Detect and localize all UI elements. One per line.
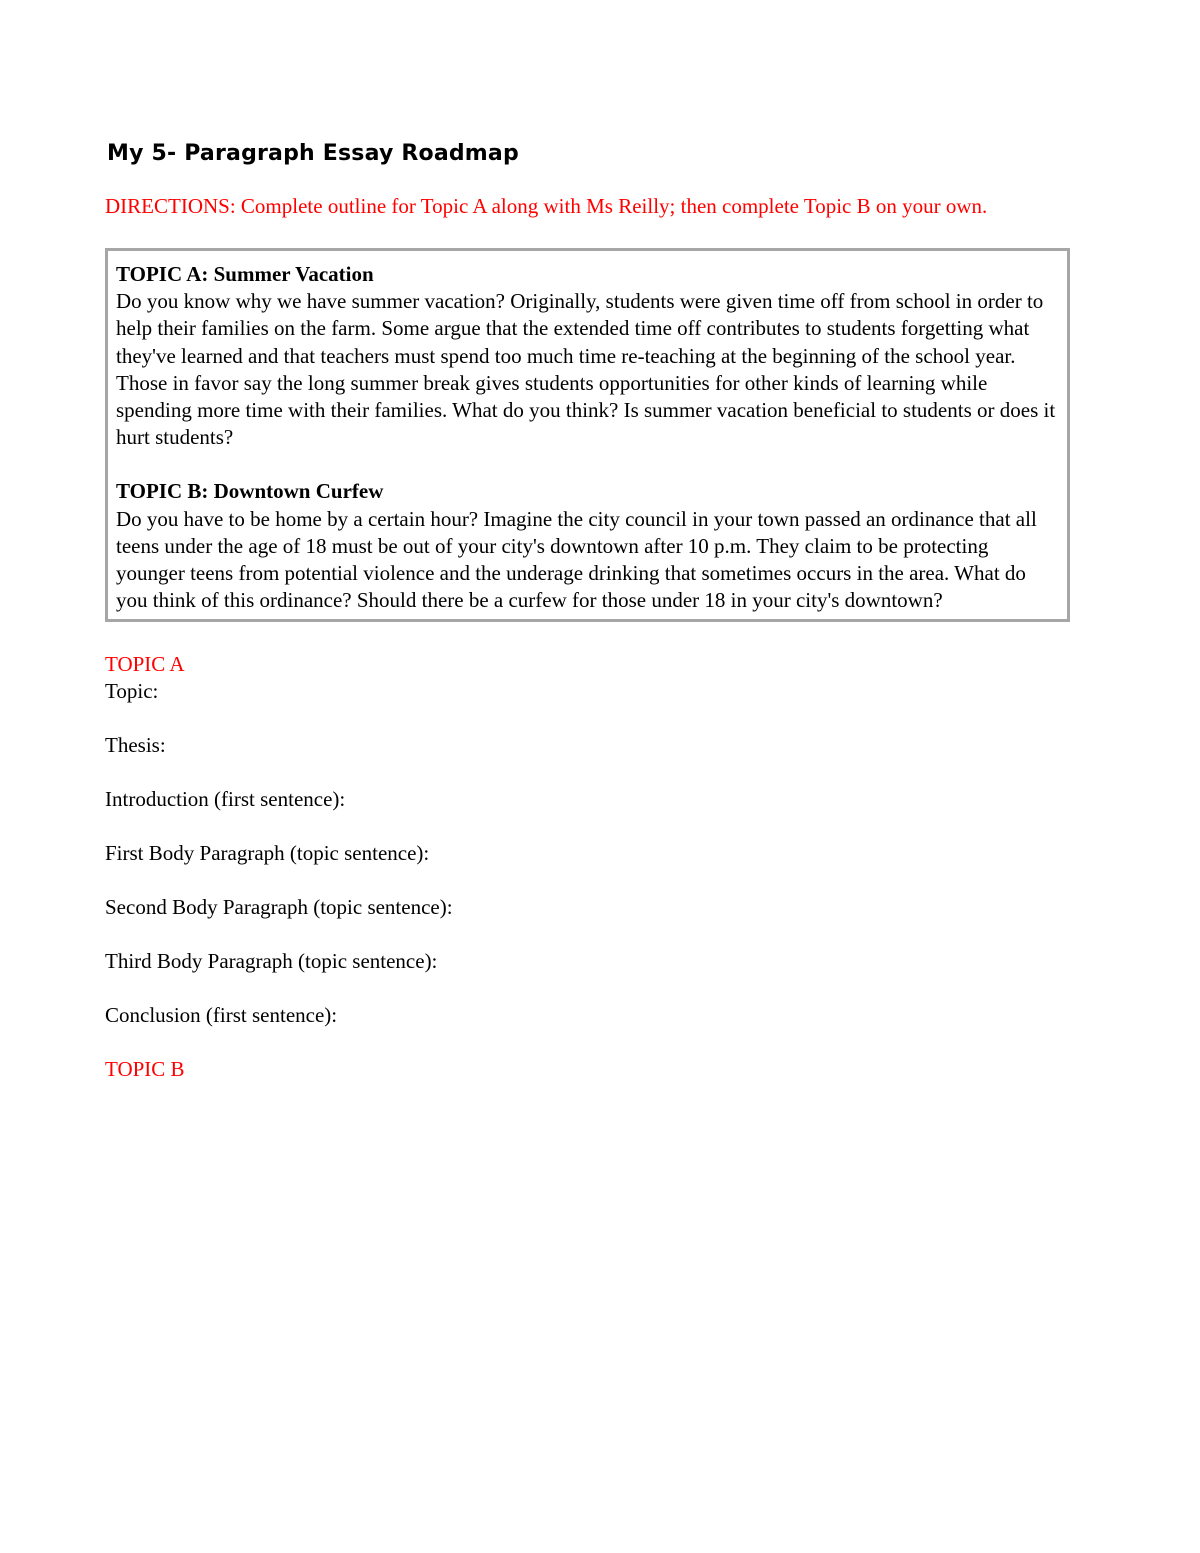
outline-section (105, 651, 1095, 1083)
outline-field-introduction: Introduction (first sentence): (105, 787, 346, 812)
topic-b-text: Do you have to be home by a certain hour? Imagine the city council in your town passed an ordinance that all teens under the age of 18 must be out of your city's downtown after 10 p.m. They claim to be protecting younger teens from potential violence and the underage drinking that sometimes occurs in the area. What do you think of this ordinance? Should there be a curfew for those under 18 in your city's downtown? (116, 506, 1037, 613)
document-page (105, 138, 1095, 1083)
outline-field-third-body: Third Body Paragraph (topic sentence): (105, 949, 438, 974)
topic-a-block (116, 261, 1057, 451)
topic-a-text: Do you know why we have summer vacation? Originally, students were given time off from school in order to help their families on the farm. Some argue that the extended time off contributes to students forgetting what they've learned and that teachers must spend too much time re-teaching at the beginning of the school year. Those in favor say the long summer break gives students opportunities for other kinds of learning while spending more time with their families. What do you think? Is summer vacation beneficial to students or does it hurt students? (116, 289, 1056, 450)
topic-a-heading: TOPIC A: Summer Vacation (116, 262, 374, 286)
topic-b-heading: TOPIC B: Downtown Curfew (116, 479, 384, 504)
outline-field-second-body: Second Body Paragraph (topic sentence): (105, 895, 453, 920)
topics-box (105, 248, 1070, 622)
outline-field-topic: Topic: (105, 679, 159, 704)
outline-field-first-body: First Body Paragraph (topic sentence): (105, 841, 430, 866)
outline-field-conclusion: Conclusion (first sentence): (105, 1003, 338, 1028)
outline-topic-b-label: TOPIC B (105, 1057, 185, 1082)
outline-topic-a-label: TOPIC A (105, 652, 185, 677)
outline-field-thesis: Thesis: (105, 733, 166, 758)
directions-text: DIRECTIONS: Complete outline for Topic A along with Ms Reilly; then complete Topic B on your own. (105, 194, 988, 218)
page-title: My 5- Paragraph Essay Roadmap (107, 141, 519, 166)
topic-b-block (116, 478, 1057, 614)
